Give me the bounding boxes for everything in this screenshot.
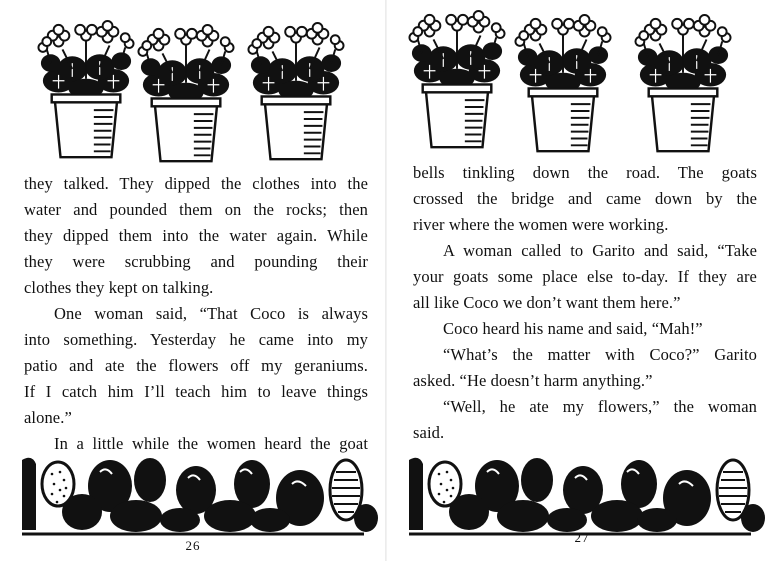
text-line: patio and ate the flowers off my geraniums. [24,356,368,375]
left-page-text [24,171,368,457]
text-line: said. [413,423,445,442]
text-line: they talked. They dipped the clothes into the [24,174,368,193]
text-line: One woman said, “That Coco is always [54,304,368,323]
text-line: into something. Yesterday he came into my [24,330,368,349]
right-page-text [413,160,757,446]
text-line: they dipped them into the water again. While [24,226,368,245]
text-line: clothes they kept on talking. [24,278,214,297]
text-line: “Well, he ate my flowers,” the woman [443,397,757,416]
text-line: “What’s the matter with Coco?” Garito [443,345,757,364]
geranium-pots-illustration [387,10,773,170]
text-line: If I catch him I’ll teach him to leave things [24,382,368,401]
text-line: alone.” [24,408,72,427]
page-number: 26 [185,538,201,553]
text-line: river where the women were working. [413,215,669,234]
text-line: all like Coco we don’t want them here.” [413,293,681,312]
cactus-illustration [0,450,386,536]
geranium-pots-illustration [0,10,386,170]
cactus-illustration [387,450,773,536]
text-line: Coco heard his name and said, “Mah!” [443,319,703,338]
text-line: they were scrubbing and pounding their [24,252,368,271]
page-number: 27 [574,530,590,545]
left-page [0,0,386,561]
text-line: bells tinkling down the road. The goats [413,163,757,182]
right-page [387,0,773,561]
text-line: asked. “He doesn’t harm anything.” [413,371,653,390]
text-line: water and pounded them on the rocks; then [24,200,368,219]
text-line: crossed the bridge and came down by the [413,189,757,208]
text-line: In a little while the women heard the goat [54,434,368,453]
text-line: A woman called to Garito and said, “Take [443,241,757,260]
text-line: your goats some place else to-day. If they are [413,267,757,286]
